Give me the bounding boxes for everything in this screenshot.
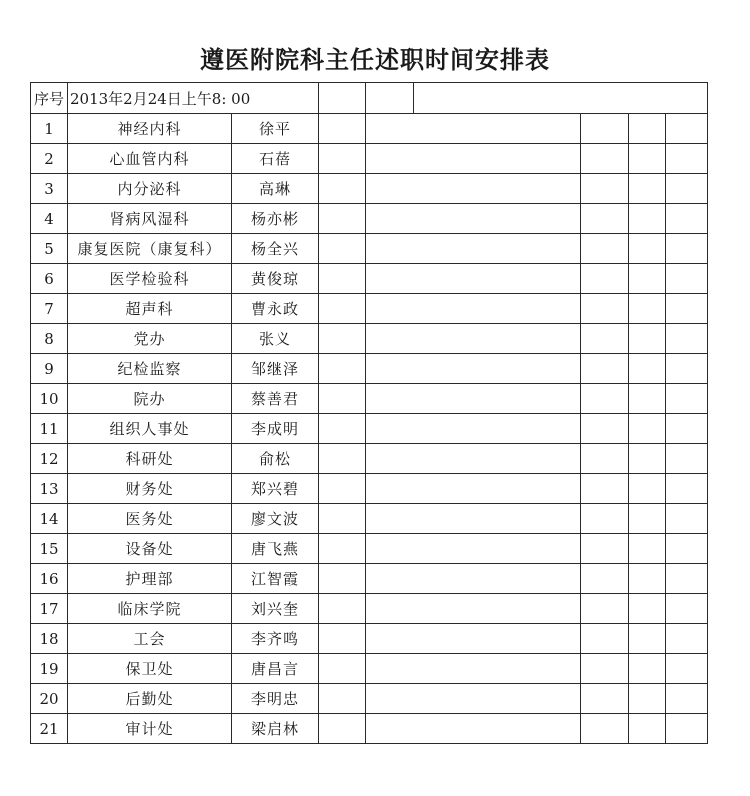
empty-cell	[366, 414, 581, 444]
table-row	[31, 594, 708, 624]
empty-cell	[414, 83, 708, 114]
empty-cell	[366, 144, 581, 174]
director-name: 杨亦彬	[232, 204, 319, 234]
director-name: 徐平	[232, 114, 319, 144]
department-name: 超声科	[68, 294, 232, 324]
empty-cell	[666, 534, 708, 564]
row-number: 11	[31, 414, 68, 444]
row-number: 17	[31, 594, 68, 624]
director-name: 郑兴碧	[232, 474, 319, 504]
table-row	[31, 294, 708, 324]
table-row	[31, 714, 708, 744]
director-name: 邹继泽	[232, 354, 319, 384]
empty-cell	[629, 204, 666, 234]
table-row	[31, 324, 708, 354]
director-name: 江智霞	[232, 564, 319, 594]
empty-cell	[319, 714, 366, 744]
table-row	[31, 504, 708, 534]
empty-cell	[666, 564, 708, 594]
empty-cell	[319, 684, 366, 714]
department-name: 康复医院（康复科）	[68, 234, 232, 264]
empty-cell	[629, 384, 666, 414]
director-name: 廖文波	[232, 504, 319, 534]
row-number: 14	[31, 504, 68, 534]
empty-cell	[666, 144, 708, 174]
empty-cell	[581, 504, 629, 534]
empty-cell	[366, 384, 581, 414]
empty-cell	[366, 504, 581, 534]
department-name: 心血管内科	[68, 144, 232, 174]
empty-cell	[319, 294, 366, 324]
director-name: 李成明	[232, 414, 319, 444]
empty-cell	[629, 144, 666, 174]
empty-cell	[366, 624, 581, 654]
empty-cell	[666, 504, 708, 534]
empty-cell	[319, 414, 366, 444]
empty-cell	[581, 624, 629, 654]
empty-cell	[581, 534, 629, 564]
director-name: 石蓓	[232, 144, 319, 174]
row-number: 7	[31, 294, 68, 324]
row-number: 12	[31, 444, 68, 474]
empty-cell	[666, 654, 708, 684]
department-name: 医务处	[68, 504, 232, 534]
department-name: 纪检监察	[68, 354, 232, 384]
empty-cell	[629, 684, 666, 714]
table-row	[31, 114, 708, 144]
empty-cell	[581, 474, 629, 504]
empty-cell	[666, 204, 708, 234]
table-row	[31, 144, 708, 174]
row-number: 15	[31, 534, 68, 564]
empty-cell	[666, 384, 708, 414]
table-row	[31, 234, 708, 264]
row-number: 5	[31, 234, 68, 264]
table-row	[31, 174, 708, 204]
empty-cell	[629, 504, 666, 534]
director-name: 杨全兴	[232, 234, 319, 264]
empty-cell	[319, 624, 366, 654]
empty-cell	[581, 684, 629, 714]
empty-cell	[319, 144, 366, 174]
empty-cell	[581, 594, 629, 624]
director-name: 李明忠	[232, 684, 319, 714]
row-number: 19	[31, 654, 68, 684]
director-name: 曹永政	[232, 294, 319, 324]
empty-cell	[581, 444, 629, 474]
director-name: 蔡善君	[232, 384, 319, 414]
row-number: 9	[31, 354, 68, 384]
empty-cell	[581, 234, 629, 264]
empty-cell	[629, 114, 666, 144]
empty-cell	[366, 234, 581, 264]
empty-cell	[581, 714, 629, 744]
empty-cell	[581, 174, 629, 204]
row-number: 4	[31, 204, 68, 234]
department-name: 设备处	[68, 534, 232, 564]
empty-cell	[319, 594, 366, 624]
empty-cell	[666, 114, 708, 144]
table-row	[31, 414, 708, 444]
empty-cell	[666, 594, 708, 624]
empty-cell	[366, 714, 581, 744]
row-number: 6	[31, 264, 68, 294]
department-name: 财务处	[68, 474, 232, 504]
empty-cell	[666, 324, 708, 354]
empty-cell	[629, 414, 666, 444]
department-name: 工会	[68, 624, 232, 654]
director-name: 唐昌言	[232, 654, 319, 684]
table-row	[31, 384, 708, 414]
table-row	[31, 474, 708, 504]
empty-cell	[581, 354, 629, 384]
department-name: 保卫处	[68, 654, 232, 684]
empty-cell	[319, 504, 366, 534]
empty-cell	[666, 264, 708, 294]
row-number: 20	[31, 684, 68, 714]
row-number: 16	[31, 564, 68, 594]
director-name: 李齐鸣	[232, 624, 319, 654]
empty-cell	[629, 354, 666, 384]
empty-cell	[581, 564, 629, 594]
row-number: 8	[31, 324, 68, 354]
empty-cell	[581, 654, 629, 684]
empty-cell	[629, 714, 666, 744]
department-name: 审计处	[68, 714, 232, 744]
empty-cell	[366, 114, 581, 144]
row-number: 18	[31, 624, 68, 654]
empty-cell	[629, 654, 666, 684]
empty-cell	[666, 234, 708, 264]
empty-cell	[629, 564, 666, 594]
empty-cell	[666, 414, 708, 444]
row-number: 13	[31, 474, 68, 504]
table-row	[31, 534, 708, 564]
empty-cell	[629, 294, 666, 324]
seq-header: 序号	[31, 83, 68, 114]
empty-cell	[581, 144, 629, 174]
page-title: 遵医附院科主任述职时间安排表	[200, 45, 550, 74]
empty-cell	[666, 684, 708, 714]
empty-cell	[666, 444, 708, 474]
empty-cell	[319, 474, 366, 504]
empty-cell	[366, 354, 581, 384]
empty-cell	[319, 234, 366, 264]
table-row	[31, 444, 708, 474]
department-name: 科研处	[68, 444, 232, 474]
empty-cell	[319, 264, 366, 294]
empty-cell	[366, 294, 581, 324]
empty-cell	[666, 714, 708, 744]
empty-cell	[581, 114, 629, 144]
empty-cell	[629, 624, 666, 654]
empty-cell	[366, 594, 581, 624]
empty-cell	[581, 204, 629, 234]
director-name: 梁启林	[232, 714, 319, 744]
department-name: 组织人事处	[68, 414, 232, 444]
department-name: 院办	[68, 384, 232, 414]
row-number: 3	[31, 174, 68, 204]
empty-cell	[366, 324, 581, 354]
empty-cell	[666, 624, 708, 654]
empty-cell	[581, 384, 629, 414]
table-header-row	[31, 83, 708, 114]
empty-cell	[581, 324, 629, 354]
empty-cell	[319, 83, 366, 114]
director-name: 刘兴奎	[232, 594, 319, 624]
empty-cell	[319, 654, 366, 684]
department-name: 肾病风湿科	[68, 204, 232, 234]
empty-cell	[666, 294, 708, 324]
department-name: 医学检验科	[68, 264, 232, 294]
empty-cell	[629, 534, 666, 564]
empty-cell	[666, 474, 708, 504]
empty-cell	[366, 264, 581, 294]
empty-cell	[319, 204, 366, 234]
director-name: 俞松	[232, 444, 319, 474]
empty-cell	[319, 564, 366, 594]
table-row	[31, 204, 708, 234]
empty-cell	[366, 654, 581, 684]
empty-cell	[366, 684, 581, 714]
empty-cell	[319, 174, 366, 204]
department-name: 护理部	[68, 564, 232, 594]
empty-cell	[666, 354, 708, 384]
empty-cell	[366, 83, 414, 114]
table-row	[31, 624, 708, 654]
empty-cell	[629, 264, 666, 294]
table-row	[31, 654, 708, 684]
empty-cell	[629, 174, 666, 204]
department-name: 党办	[68, 324, 232, 354]
table-row	[31, 564, 708, 594]
empty-cell	[319, 114, 366, 144]
empty-cell	[581, 414, 629, 444]
empty-cell	[366, 474, 581, 504]
empty-cell	[581, 264, 629, 294]
empty-cell	[319, 354, 366, 384]
empty-cell	[366, 564, 581, 594]
empty-cell	[319, 324, 366, 354]
department-name: 神经内科	[68, 114, 232, 144]
director-name: 唐飞燕	[232, 534, 319, 564]
row-number: 21	[31, 714, 68, 744]
empty-cell	[666, 174, 708, 204]
empty-cell	[319, 534, 366, 564]
table-row	[31, 264, 708, 294]
schedule-table	[30, 82, 708, 744]
empty-cell	[366, 534, 581, 564]
empty-cell	[366, 204, 581, 234]
row-number: 10	[31, 384, 68, 414]
table-row	[31, 684, 708, 714]
row-number: 1	[31, 114, 68, 144]
director-name: 黄俊琼	[232, 264, 319, 294]
department-name: 临床学院	[68, 594, 232, 624]
director-name: 高琳	[232, 174, 319, 204]
department-name: 内分泌科	[68, 174, 232, 204]
department-name: 后勤处	[68, 684, 232, 714]
empty-cell	[319, 444, 366, 474]
row-number: 2	[31, 144, 68, 174]
empty-cell	[629, 444, 666, 474]
empty-cell	[366, 444, 581, 474]
empty-cell	[581, 294, 629, 324]
empty-cell	[629, 324, 666, 354]
table-row	[31, 354, 708, 384]
director-name: 张义	[232, 324, 319, 354]
empty-cell	[629, 234, 666, 264]
datetime-header: 2013年2月24日上午8: 00	[68, 83, 319, 114]
empty-cell	[366, 174, 581, 204]
empty-cell	[319, 384, 366, 414]
empty-cell	[629, 594, 666, 624]
empty-cell	[629, 474, 666, 504]
